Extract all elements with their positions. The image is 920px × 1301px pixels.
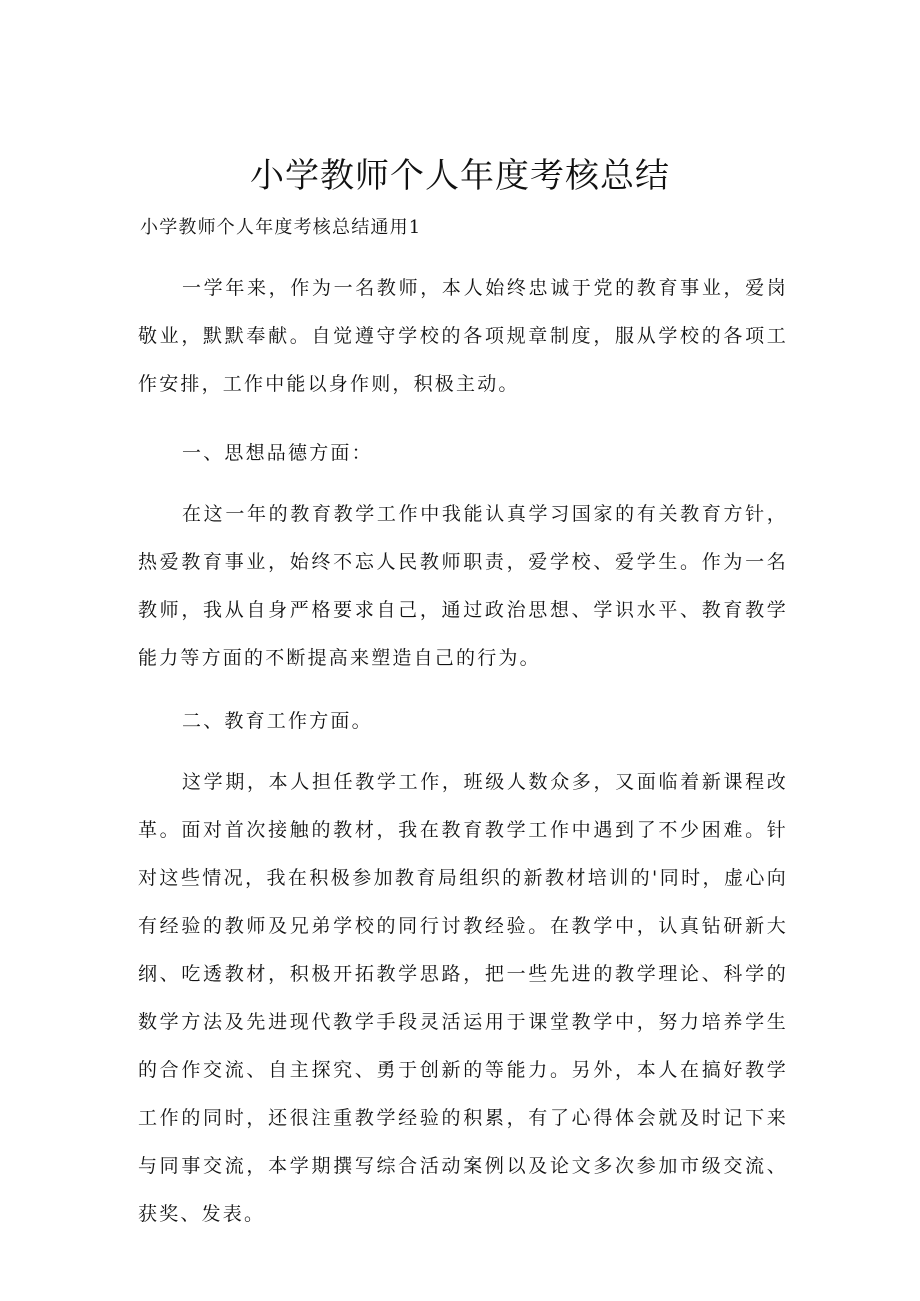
intro-paragraph: 一学年来，作为一名教师，本人始终忠诚于党的教育事业，爱岗敬业，默默奉献。自觉遵守学校的各项规章制度，服从学校的各项工作安排，工作中能以身作则，积极主动。 [138,277,788,395]
ideology-paragraph: 在这一年的教育教学工作中我能认真学习国家的有关教育方针，热爱教育事业，始终不忘人民教师职责，爱学校、爱学生。作为一名教师，我从自身严格要求自己，通过政治思想、学识水平、教育教学能力等方面的不断提高来塑造自己的行为。 [138,503,788,669]
document-title: 小学教师个人年度考核总结 [250,156,670,196]
section-heading-ideology: 一、思想品德方面： [182,442,373,464]
section-heading-education: 二、教育工作方面。 [182,710,373,732]
document-subtitle: 小学教师个人年度考核总结通用1 [140,217,422,238]
education-paragraph: 这学期，本人担任教学工作，班级人数众多，又面临着新课程改革。面对首次接触的教材，我在教育教学工作中遇到了不少困难。针对这些情况，我在积极参加教育局组织的新教材培训的'同时，虚心向有经验的教师及兄弟学校的同行讨教经验。在教学中，认真钻研新大纲、吃透教材，积极开拓教学思路，把一些先进的教学理论、科学的数学方法及先进现代教学手段灵活运用于课堂教学中，努力培养学生的合作交流、自主探究、勇于创新的等能力。另外，本人在搞好教学工作的同时，还很注重教学经验的积累，有了心得体会就及时记下来与同事交流，本学期撰写综合活动案例以及论文多次参加市级交流、获奖、发表。 [138,771,788,1225]
